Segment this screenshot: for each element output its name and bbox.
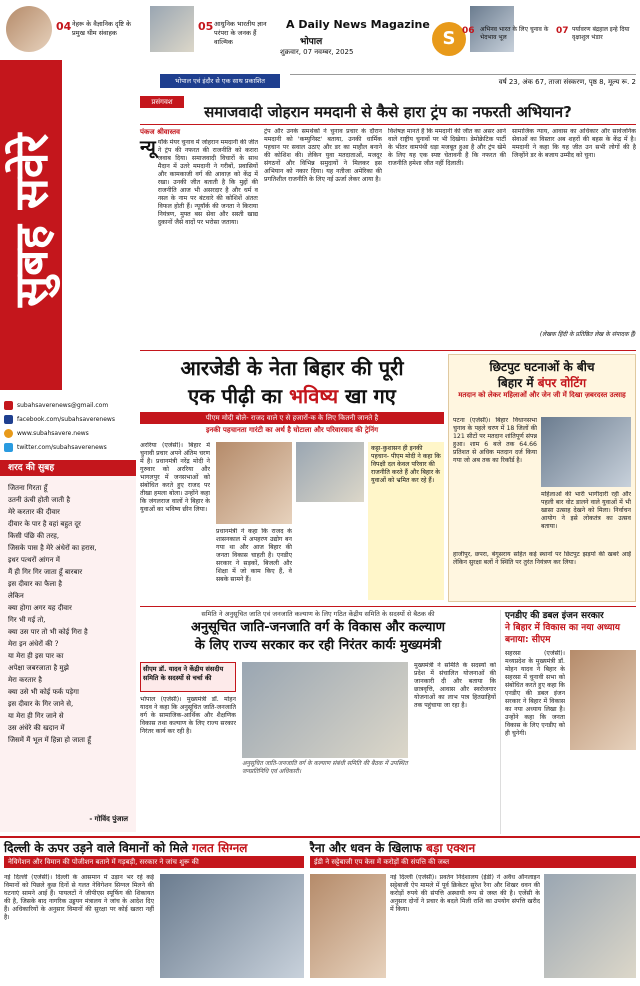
article4-headline[interactable]: ने बिहार में विकास का नया अध्याय बनाया: सीएम (505, 623, 620, 645)
poem-line: क्या उसे भी कोई फर्क पड़ेगा (8, 688, 79, 696)
article-prasangvash (140, 96, 636, 346)
poem-line: या मेरा ही गिर जाने से (8, 712, 64, 720)
teaser2-num: 05 (198, 20, 214, 33)
poem-line: किसी पंछि की तरह, (8, 532, 60, 540)
facebook-icon (4, 415, 13, 424)
poem-line: क्या उस पार तो भी कोई गिरा है (8, 628, 88, 636)
article1-body3: विशेषज्ञ मानते हैं कि ममदानी की जीत का असर आने वाले राष्ट्रीय चुनावों पर भी दिखेगा। डेमोक्रेटिक पार्टी के भीतर वामपंथी धड़ा मजबूत हुआ है और ट्रंप खेमे के लिए यह एक स्पष्ट चेतावनी है कि नफरत की राजनीति हमेशा जीत नहीं दिलाती। (388, 128, 506, 167)
mail-icon (4, 401, 13, 410)
aircraft-photo (160, 874, 304, 978)
byline: पंकज श्रीवास्तव (140, 128, 181, 136)
contact-twitter[interactable]: twitter.com/subahsaverenews (4, 440, 136, 454)
poem-line: उस अंधेरे की खदान में (8, 724, 65, 732)
poem-line: मैं ही गिर गिर जाता हूँ बारबार (8, 568, 83, 576)
voting-sub: मतदान को लेकर महिलाओं और जेन जी में दिखा ज़बरदस्त उत्साह (458, 391, 626, 399)
contact-list (4, 398, 136, 454)
voting-headline-line2[interactable]: बिहार में बंपर वोटिंग (497, 376, 587, 390)
article-bihar-voting (448, 354, 636, 602)
globe-icon (4, 429, 13, 438)
teaser4-num: 07 (556, 26, 569, 36)
poem-line: लेकिन (8, 592, 24, 600)
masthead-title: सुबह सवेरे (4, 133, 58, 307)
article2-body2: प्रधानमंत्री ने कहा कि राजद के शासनकाल में अपहरण उद्योग बन गया था और आज बिहार की जनता विकास चाहती है। एनडीए सरकार ने सड़कों, बिजली और शिक्षा में जो काम किए हैं, वे सबके सामने हैं। (216, 528, 292, 583)
poem-line: क्या होगा अगर यह दीवार (8, 604, 72, 612)
masthead-block (0, 60, 62, 390)
article1-body4: सामाजिक न्याय, आवास का अधिकार और सार्वजनिक सेवाओं का विस्तार अब शहरों की बहस के केंद्र में है। ममदानी ने कहा कि यह जीत उन सभी लोगों की है जिन्होंने डर के बजाय उम्मीद को चुना। (512, 128, 636, 159)
article2-subbar: पीएम मोदी बोले- राजद वाले ए से हजारों-क के लिए कितनी जानते है (140, 412, 444, 424)
poem-line: जिसमें मैं भूल में हिन्ना हो जाता हूँ (8, 736, 91, 744)
article1-body1: यॉर्क मेयर चुनाव में जोहरान ममदानी की जीत ने ट्रंप की नफरत की राजनीति को करारा जवाब दिया। समाजवादी विचारों के साथ मैदान में उतरे ममदानी ने गरीबों, प्रवासियों और कामकाजी वर्ग की आवाज़ को केंद्र में रखा। उनकी जीत बताती है कि मुद्दों की राजनीति आज भी असरदार है और धर्म व नस्ल के नाम पर बंटवारे की कोशिशें अंततः विफल होती हैं। न्यूयॉर्क की जनता ने किराया नियंत्रण, मुफ्त बस सेवा और सस्ती खाद्य दुकानों जैसे वादों पर भरोसा जताया। (157, 139, 258, 226)
article6-body: नई दिल्ली (एजेंसी)। प्रवर्तन निदेशालय (ईडी) ने अवैध ऑनलाइन सट्टेबाजी ऐप मामले में पूर्व क्रिकेटर सुरेश रैना और शिखर धवन की करोड़ों रुपये की संपत्ति अस्थायी रूप से जब्त की है। एजेंसी के अनुसार दोनों ने प्रचार के बदले मिली राशि का उपयोग संपत्ति खरीद में किया। (390, 874, 540, 913)
article-raina-dhawan (310, 840, 636, 982)
article-rjd (140, 354, 444, 602)
article3-body2: मुख्यमंत्री ने समिति के सदस्यों को प्रदेश में संचालित योजनाओं की जानकारी दी और बताया कि छात्रवृत्ति, आवास और स्वरोजगार योजनाओं का लाभ पात्र हितग्राहियों तक पहुंचाया जा रहा है। (414, 662, 496, 709)
section-tag: प्रसंगवश (140, 96, 184, 108)
voting-body1: पटना (एजेंसी)। बिहार विधानसभा चुनाव के पहले चरण में 18 जिलों की 121 सीटों पर मतदान शांतिपूर्ण संपन्न हुआ। शाम 6 बजे तक 64.66 प्रतिशत से अधिक मतदान दर्ज किया गया जो अब तक का रिकॉर्ड है। (453, 417, 537, 464)
magazine-tagline: A Daily News Magazine (286, 18, 430, 31)
article3-box-title: सीएम डॉ. यादव ने केंद्रीय संसदीय समिति के सदस्यों से चर्चा की (140, 662, 236, 692)
city-label: भोपाल (300, 37, 323, 47)
poem-line: इस दीवार का फैला है (8, 580, 63, 588)
teaser1-text[interactable]: नेहरू के वैज्ञानिक दृष्टि के प्रमुख थीम संवाहक (72, 20, 132, 37)
poem-box (0, 460, 136, 832)
article5-sub: नेविगेशन और विमान की पोजीशन बताने में गड़बड़ी, सरकार ने जांच शुरू की (4, 856, 304, 868)
teaser2-text[interactable]: आधुनिक भारतीय ज्ञान परंपरा के जनक हैं वाल्मिक (214, 20, 267, 46)
poem-line: या मेरा ही इस पार का (8, 652, 64, 660)
rally-photo (296, 442, 364, 502)
article4-kicker[interactable]: एनडीए की डबल इंजन सरकार (505, 611, 604, 621)
nda-photo (570, 650, 636, 750)
article1-headline[interactable]: समाजवादी जोहरान ममदानी से कैसे हारा ट्रंप का नफरती अभियान? (140, 100, 636, 125)
article5-headline[interactable]: दिल्ली के ऊपर उड़ने वाले विमानों को मिले गलत सिग्नल (4, 841, 248, 855)
poem-line: उतनी ऊंची होती जाती है (8, 496, 71, 504)
teaser4-text[interactable]: पर्यावरण बंद्रहाल इन्हे दिया वृक्षाशुल भंडार (572, 26, 630, 41)
editions-label: भोपाल एवं इंदौर से एक साथ प्रकाशित (160, 74, 280, 88)
article3-body1: भोपाल (एजेंसी)। मुख्यमंत्री डॉ. मोहन यादव ने कहा कि अनुसूचित जाति-जनजाति वर्ग के सामाजिक-आर्थिक और शैक्षणिक विकास तथा कल्याण के लिए राज्य सरकार निरंतर कार्य कर रही है। (140, 696, 236, 735)
poem-line: इस दीवार के गिर जाने से, (8, 700, 74, 708)
raina-photo (310, 874, 386, 978)
contact-website[interactable]: www.subahsavere.news (4, 426, 136, 440)
teaser1-num: 04 (56, 20, 72, 33)
committee-caption: अनुसूचित जाति-जनजाति वर्ग के कल्याण संबंधी समिति की बैठक में उपस्थित जनप्रतिनिधि एवं अधिकारी। (242, 760, 408, 775)
voting-body2: महिलाओं की भारी भागीदारी रही और पहली बार वोट डालने वाले युवाओं में भी खासा उत्साह देखने को मिला। निर्वाचन आयोग ने इसे लोकतंत्र का उत्सव बताया। (541, 491, 631, 530)
poem-heading: शरद की सुबह (0, 460, 136, 476)
contact-email[interactable]: subahsaverenews@gmail.com (4, 398, 136, 412)
poem-line: जिसके पास है मेरे अंधेरों का हरास, (8, 544, 97, 552)
poem-line: मेरा करतार है (8, 676, 42, 684)
article1-footnote: (लेखक हिंदी के प्रतिष्ठित लेख के संपादक हैं) (539, 331, 636, 338)
twitter-icon (4, 443, 13, 452)
voting-headline-line1[interactable]: छिटपुट घटनाओं के बीच (489, 360, 595, 374)
poem-line: अपेक्षा जबरजाता है मुझे (8, 664, 69, 672)
dhawan-photo (544, 874, 636, 978)
brand-logo: S (432, 22, 466, 56)
article-flights (4, 840, 304, 982)
teaser1-photo (6, 6, 52, 52)
article-nda (500, 610, 636, 834)
article1-body2: ट्रंप और उनके समर्थकों ने चुनाव प्रचार के दौरान ममदानी को 'कम्युनिस्ट' बताया, उनकी धार्मिक पहचान पर सवाल उठाए और डर का माहौल बनाने की कोशिश की। लेकिन युवा मतदाताओं, मजदूर संगठनों और विभिन्न समुदायों ने मिलकर इस अभियान को नकार दिया। यह नतीजा अमेरिका की प्रगतिशील राजनीति के लिए नई ऊर्जा लेकर आया है। (264, 128, 382, 183)
poem-lines (0, 476, 136, 752)
drop-cap: न्यू (140, 137, 156, 158)
article6-headline[interactable]: रैना और धवन के खिलाफ बड़ा एक्शन (310, 841, 476, 855)
issue-info: वर्ष 23, अंक 67, ताजा संस्करण, पृष्ठ 8, मूल्य रू. 2 (290, 74, 636, 89)
committee-photo (242, 662, 408, 758)
poem-line: मेरा इन अंधेरों की ? (8, 640, 59, 648)
voting-body3: हाजीपुर, छपरा, बेगूसराय सहित कई स्थानों पर छिटपुट झड़पों की खबरें आईं लेकिन सुरक्षा बलों ने स्थिति पर तुरंत नियंत्रण कर लिया। (453, 551, 631, 566)
article3-kicker: समिति ने अनुसूचित जाति एवं जनजाति कल्याण के लिए गठित केंद्रीय समिति के सदस्यों से बैठक की (201, 610, 435, 618)
article-scst (140, 610, 496, 834)
poem-line: मेरे करतार की दीवार (8, 508, 60, 516)
contact-facebook[interactable]: facebook.com/subahsaverenews (4, 412, 136, 426)
poem-line: जितना गिरता हूँ (8, 484, 48, 492)
article5-body: नई दिल्ली (एजेंसी)। दिल्ली के आसमान में उड़ान भर रहे कई विमानों को पिछले कुछ दिनों से गलत नेविगेशन सिग्नल मिलने की घटनाएं सामने आई हैं। पायलटों ने जीपीएस स्पूफिंग की शिकायत की है, जिसके बाद नागरिक उड्डयन मंत्रालय ने जांच के आदेश दिए हैं। अधिकारियों के अनुसार विमानों की सुरक्षा पर कोई खतरा नहीं है। (4, 874, 154, 921)
poem-line: इधर पत्थरों आंगन में (8, 556, 60, 564)
voters-photo (541, 417, 631, 487)
article2-body1: अररिया (एजेंसी)। बिहार में चुनावी प्रचार अपने अंतिम चरण में है। प्रधानमंत्री नरेंद्र मोदी ने गुरुवार को अररिया और भागलपुर में जनसभाओं को संबोधित करते हुए राजद पर तीखा हमला बोला। उन्होंने कहा कि जंगलराज वालों ने बिहार के युवाओं का भविष्य छीन लिया। (140, 442, 210, 513)
teaser3-text[interactable]: अभिनव भारत के लिए चुनाव के भेदभाव भूल (480, 26, 549, 41)
article6-sub: ईडी ने सट्टेबाजी एप केस में करोड़ों की संपत्ति की जब्त (310, 856, 636, 868)
article3-headline-line1[interactable]: अनुसूचित जाति-जनजाति वर्ग के विकास और कल्याण (190, 620, 446, 635)
article2-sidebox: कट्टा-कुशासन ही इनकी पहचान- पीएम मोदी ने कहा कि विपक्षी दल केवल परिवार की राजनीति करते हैं और बिहार के युवाओं को भ्रमित कर रहे हैं। (368, 442, 444, 600)
poem-line: दीवार के पार है वहां बहुत दूर (8, 520, 81, 528)
header (0, 0, 640, 92)
article4-body: सहरसा (एजेंसी)। मध्यप्रदेश के मुख्यमंत्री डॉ. मोहन यादव ने बिहार के सहरसा में चुनावी सभा को संबोधित करते हुए कहा कि एनडीए की डबल इंजन सरकार ने बिहार में विकास का नया अध्याय लिखा है। उन्होंने कहा कि जनता विकास के लिए एनडीए को ही चुनेगी। (505, 650, 565, 737)
poem-line: गिर भी गई तो, (8, 616, 46, 624)
poem-author: - गोविंद पुंजाल (89, 815, 128, 823)
issue-date: शुक्रवार, 07 नवम्बर, 2025 (280, 48, 354, 56)
teaser2-photo (150, 6, 194, 52)
article2-headline-line1[interactable]: आरजेडी के नेता बिहार की पूरी (180, 356, 404, 380)
article2-headline-line2[interactable]: एक पीढ़ी का भविष्य खा गए (188, 384, 396, 408)
article1-col1 (140, 128, 258, 340)
article3-headline-line2[interactable]: के लिए राज्य सरकार कर रही निरंतर कार्यः मुख्यमंत्री (194, 638, 442, 653)
teaser3-num: 06 (462, 26, 475, 36)
article2-subred: इनकी पहचानता गारंटी का अर्थ है घोटाला और परिवारवाद की ट्रेनिंग (205, 426, 379, 434)
pm-photo (216, 442, 292, 524)
